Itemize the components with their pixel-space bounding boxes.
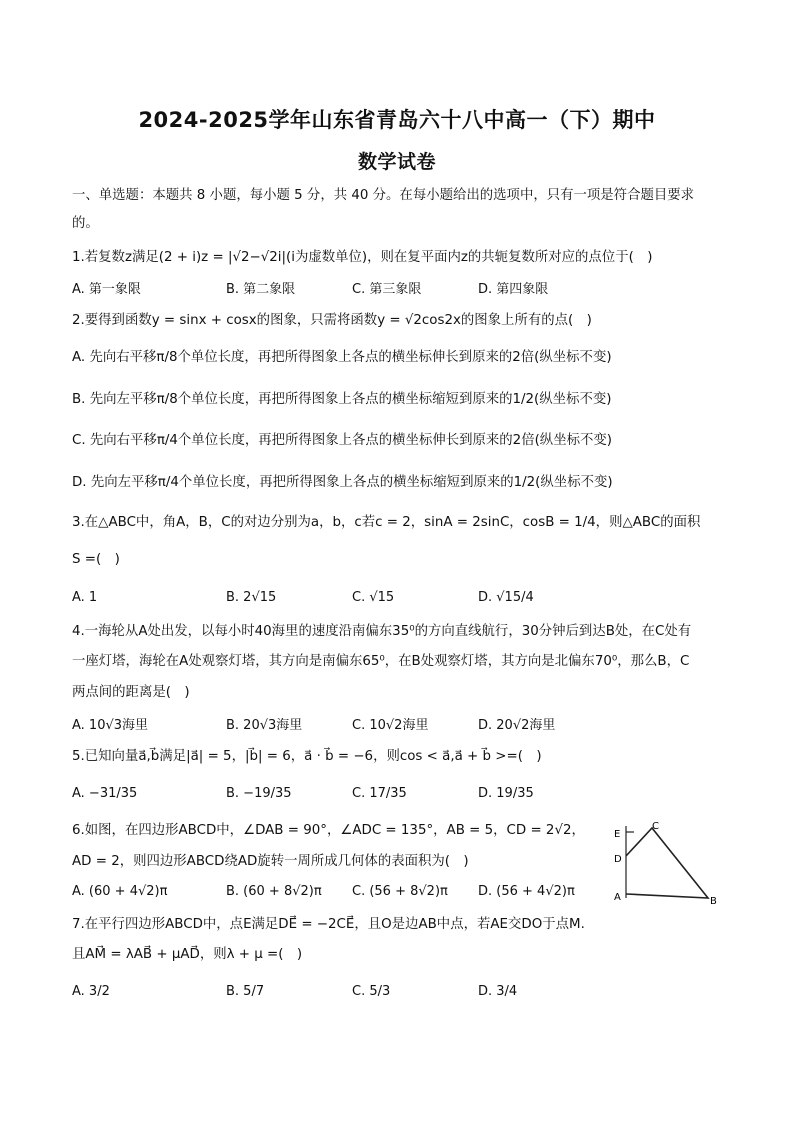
label-e: E bbox=[614, 829, 621, 840]
question-2-option-a: A. 先向右平移π/8个单位长度，再把所得图象上各点的横坐标伸长到原来的2倍(纵坐标不变) bbox=[72, 350, 612, 365]
question-2-option-b: B. 先向左平移π/8个单位长度，再把所得图象上各点的横坐标缩短到原来的1/2(纵坐标不变) bbox=[72, 392, 612, 407]
option-a: A. 1 bbox=[72, 590, 98, 605]
section-heading: 一、单选题：本题共 8 小题，每小题 5 分，共 40 分。在每小题给出的选项中，只有一项是符合题目要求 bbox=[72, 188, 695, 203]
question-4-stem-cont-1: 一座灯塔，海轮在A处观察灯塔，其方向是南偏东65⁰，在B处观察灯塔，其方向是北偏东70⁰，那么B，C bbox=[72, 654, 690, 669]
option-d: D. 第四象限 bbox=[478, 282, 549, 297]
question-4-stem: 4.一海轮从A处出发，以每小时40海里的速度沿南偏东35⁰的方向直线航行，30分钟后到达B处，在C处有 bbox=[72, 624, 692, 639]
option-c: C. 17/35 bbox=[352, 786, 407, 801]
option-a: A. 3/2 bbox=[72, 984, 110, 999]
option-d: D. √15/4 bbox=[478, 590, 534, 605]
option-a: A. 10√3海里 bbox=[72, 718, 149, 733]
option-c: C. 10√2海里 bbox=[352, 718, 429, 733]
option-b: B. −19/35 bbox=[226, 786, 292, 801]
option-d: D. 19/35 bbox=[478, 786, 534, 801]
label-a: A bbox=[614, 892, 621, 903]
option-d: D. 3/4 bbox=[478, 984, 518, 999]
option-b: B. 2√15 bbox=[226, 590, 277, 605]
question-6-stem-cont: AD = 2，则四边形ABCD绕AD旋转一周所成几何体的表面积为( ) bbox=[72, 854, 469, 869]
option-b: B. 20√3海里 bbox=[226, 718, 303, 733]
option-a: A. (60 + 4√2)π bbox=[72, 884, 168, 899]
option-a: A. −31/35 bbox=[72, 786, 138, 801]
label-b: B bbox=[710, 896, 717, 906]
label-c: C bbox=[652, 821, 659, 832]
option-c: C. 5/3 bbox=[352, 984, 391, 999]
option-c: C. (56 + 8√2)π bbox=[352, 884, 448, 899]
option-d: D. (56 + 4√2)π bbox=[478, 884, 575, 899]
question-2-option-d: D. 先向左平移π/4个单位长度，再把所得图象上各点的横坐标缩短到原来的1/2(纵坐标不变) bbox=[72, 475, 613, 490]
option-b: B. 5/7 bbox=[226, 984, 265, 999]
option-c: C. 第三象限 bbox=[352, 282, 422, 297]
question-4-stem-cont-2: 两点间的距离是( ) bbox=[72, 685, 190, 700]
question-2-stem: 2.要得到函数y = sinx + cosx的图象，只需将函数y = √2cos2x的图象上所有的点( ) bbox=[72, 313, 592, 328]
question-1-stem: 1.若复数z满足(2 + i)z = |√2−√2i|(i为虚数单位)，则在复平面内z的共轭复数所对应的点位于( ) bbox=[72, 250, 653, 265]
section-heading-cont: 的。 bbox=[72, 216, 99, 231]
question-7-stem-cont: 且AM⃗ = λAB⃗ + μAD⃗，则λ + μ =( ) bbox=[72, 947, 303, 962]
option-a: A. 第一象限 bbox=[72, 282, 141, 297]
question-7-stem: 7.在平行四边形ABCD中，点E满足DE⃗ = −2CE⃗，且O是边AB中点，若AE交DO于点M. bbox=[72, 917, 585, 932]
question-6-stem: 6.如图，在四边形ABCD中，∠DAB = 90°，∠ADC = 135°，AB = 5，CD = 2√2， bbox=[72, 823, 585, 838]
page-subtitle: 数学试卷 bbox=[357, 151, 436, 173]
option-c: C. √15 bbox=[352, 590, 395, 605]
page-title: 2024-2025学年山东省青岛六十八中高一（下）期中 bbox=[138, 108, 656, 132]
quadrilateral-figure bbox=[612, 820, 722, 906]
label-d: D bbox=[614, 854, 622, 865]
option-d: D. 20√2海里 bbox=[478, 718, 556, 733]
question-5-stem: 5.已知向量a⃗,b⃗满足|a⃗| = 5，|b⃗| = 6，a⃗ · b⃗ = −6，则cos < a⃗,a⃗ + b⃗ >=( ) bbox=[72, 749, 542, 764]
question-3-stem-cont: S =( ) bbox=[72, 552, 120, 567]
question-2-option-c: C. 先向右平移π/4个单位长度，再把所得图象上各点的横坐标伸长到原来的2倍(纵坐标不变) bbox=[72, 433, 612, 448]
option-b: B. 第二象限 bbox=[226, 282, 296, 297]
option-b: B. (60 + 8√2)π bbox=[226, 884, 322, 899]
question-3-stem: 3.在△ABC中，角A，B，C的对边分别为a，b，c若c = 2，sinA = 2sinC，cosB = 1/4，则△ABC的面积 bbox=[72, 515, 701, 530]
